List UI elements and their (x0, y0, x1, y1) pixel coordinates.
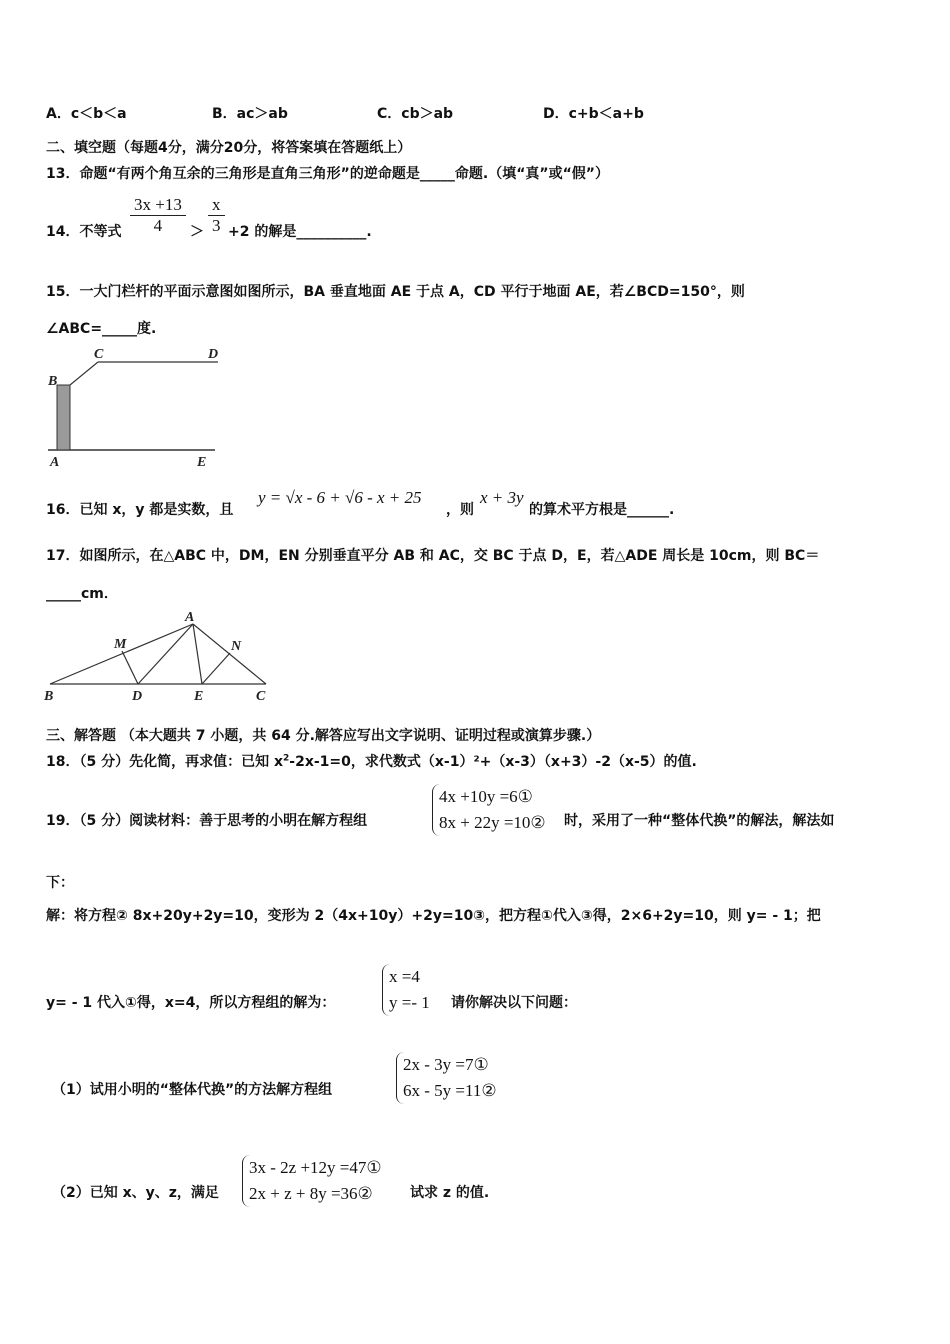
question-16-middle: ，则 (446, 502, 474, 518)
q14-frac1-num: 3x +13 (130, 195, 186, 216)
question-19-line2: 下： (46, 875, 74, 891)
q18-before: 18．（5 分）先化简，再求值：已知 x (46, 754, 284, 770)
option-d: D．c+b＜a+b (543, 106, 644, 122)
segment-ne (202, 653, 230, 684)
q14-fraction-2 (208, 195, 225, 236)
q19-eq1: 4x +10y =6① (439, 787, 533, 806)
segment-ad (138, 624, 193, 684)
q19-part2-system (242, 1155, 382, 1207)
question-19-line4-suffix: 请你解决以下问题： (451, 995, 577, 1011)
label-d: D (132, 689, 143, 704)
triangle-figure (40, 606, 280, 704)
label-n: N (231, 639, 242, 654)
q16-expression: x + 3y (480, 488, 524, 507)
question-15-line2: ∠ABC=_____度. (46, 321, 157, 337)
option-b: B．ac＞ab (212, 106, 288, 122)
question-14-prefix: 14．不等式 (46, 224, 122, 240)
post-ba (57, 385, 70, 450)
label-a: A (185, 610, 195, 625)
segment-bc (70, 362, 98, 385)
q19-sol-eq2: y =- 1 (389, 993, 430, 1012)
question-16-prefix: 16．已知 x，y 都是实数，且 (46, 502, 234, 518)
q14-frac2-den: 3 (212, 216, 221, 235)
question-17-line2: _____cm． (46, 586, 118, 602)
label-e: E (194, 689, 204, 704)
q19-eq2: 8x + 22y =10② (439, 813, 546, 832)
q14-fraction-1 (130, 195, 186, 236)
option-c: C．cb＞ab (377, 106, 454, 122)
section3-title: 三、解答题 （本大题共 7 小题，共 64 分.解答应写出文字说明、证明过程或演算步骤.） (46, 728, 601, 744)
q19-sol-eq1: x =4 (389, 967, 420, 986)
q19-part1-eq1: 2x - 3y =7① (403, 1055, 489, 1074)
q14-gt: ＞ (190, 224, 204, 240)
label-c: C (256, 689, 266, 704)
label-b: B (44, 689, 54, 704)
q19-part2-eq1: 3x - 2z +12y =47① (249, 1158, 382, 1177)
question-17-line1: 17．如图所示，在△ABC 中，DM，EN 分别垂直平分 AB 和 AC，交 BC 于点 D，E，若△ADE 周长是 10cm，则 BC＝ (46, 548, 820, 564)
question-19-prefix: 19．（5 分）阅读材料：善于思考的小明在解方程组 (46, 813, 368, 829)
question-19-part2-suffix: 试求 z 的值. (410, 1185, 490, 1201)
q14-frac2-num: x (208, 195, 225, 216)
question-19-line4-prefix: y= - 1 代入①得，x=4，所以方程组的解为： (46, 995, 336, 1011)
label-m: M (114, 637, 127, 652)
label-b: B (48, 374, 58, 389)
q19-system (432, 784, 546, 836)
segment-md (122, 651, 138, 684)
question-14-suffix: +2 的解是__________. (228, 224, 372, 240)
question-16-suffix: 的算术平方根是______. (529, 502, 675, 518)
label-a: A (50, 455, 60, 470)
gate-figure (40, 340, 240, 472)
question-15-line1: 15．一大门栏杆的平面示意图如图所示，BA 垂直地面 AE 于点 A，CD 平行于地面 AE，若∠BCD=150°，则 (46, 284, 745, 300)
label-e: E (197, 455, 207, 470)
question-18 (46, 751, 697, 771)
segment-ae (193, 624, 202, 684)
q19-solution-system (382, 964, 430, 1016)
question-19-part1: （1）试用小明的“整体代换”的方法解方程组 (52, 1082, 333, 1098)
q14-frac1-den: 4 (153, 216, 163, 235)
question-19-line3: 解：将方程② 8x+20y+2y=10，变形为 2（4x+10y）+2y=10③，把方程①代入③得，2×6+2y=10，则 y= - 1；把 (46, 908, 821, 924)
question-19-part2: （2）已知 x、y、z，满足 (52, 1185, 219, 1201)
q16-equation: y = √x - 6 + √6 - x + 25 (258, 488, 422, 507)
option-a: A．c＜b＜a (46, 106, 127, 122)
q18-sup: 2 (283, 753, 290, 764)
label-d: D (208, 347, 219, 362)
section2-title: 二、填空题（每题4分，满分20分，将答案填在答题纸上） (46, 140, 412, 156)
label-c: C (94, 347, 104, 362)
q19-part2-eq2: 2x + z + 8y =36② (249, 1184, 373, 1203)
segment-ba (50, 624, 193, 684)
q19-part1-eq2: 6x - 5y =11② (403, 1081, 497, 1100)
q18-after: -2x-1=0，求代数式（x-1）²+（x-3）（x+3）-2（x-5）的值. (289, 754, 697, 770)
q19-part1-system (396, 1052, 497, 1104)
question-19-suffix: 时，采用了一种“整体代换”的解法，解法如 (564, 813, 835, 829)
question-13: 13．命题“有两个角互余的三角形是直角三角形”的逆命题是_____命题.（填“真”或“假”） (46, 166, 610, 182)
